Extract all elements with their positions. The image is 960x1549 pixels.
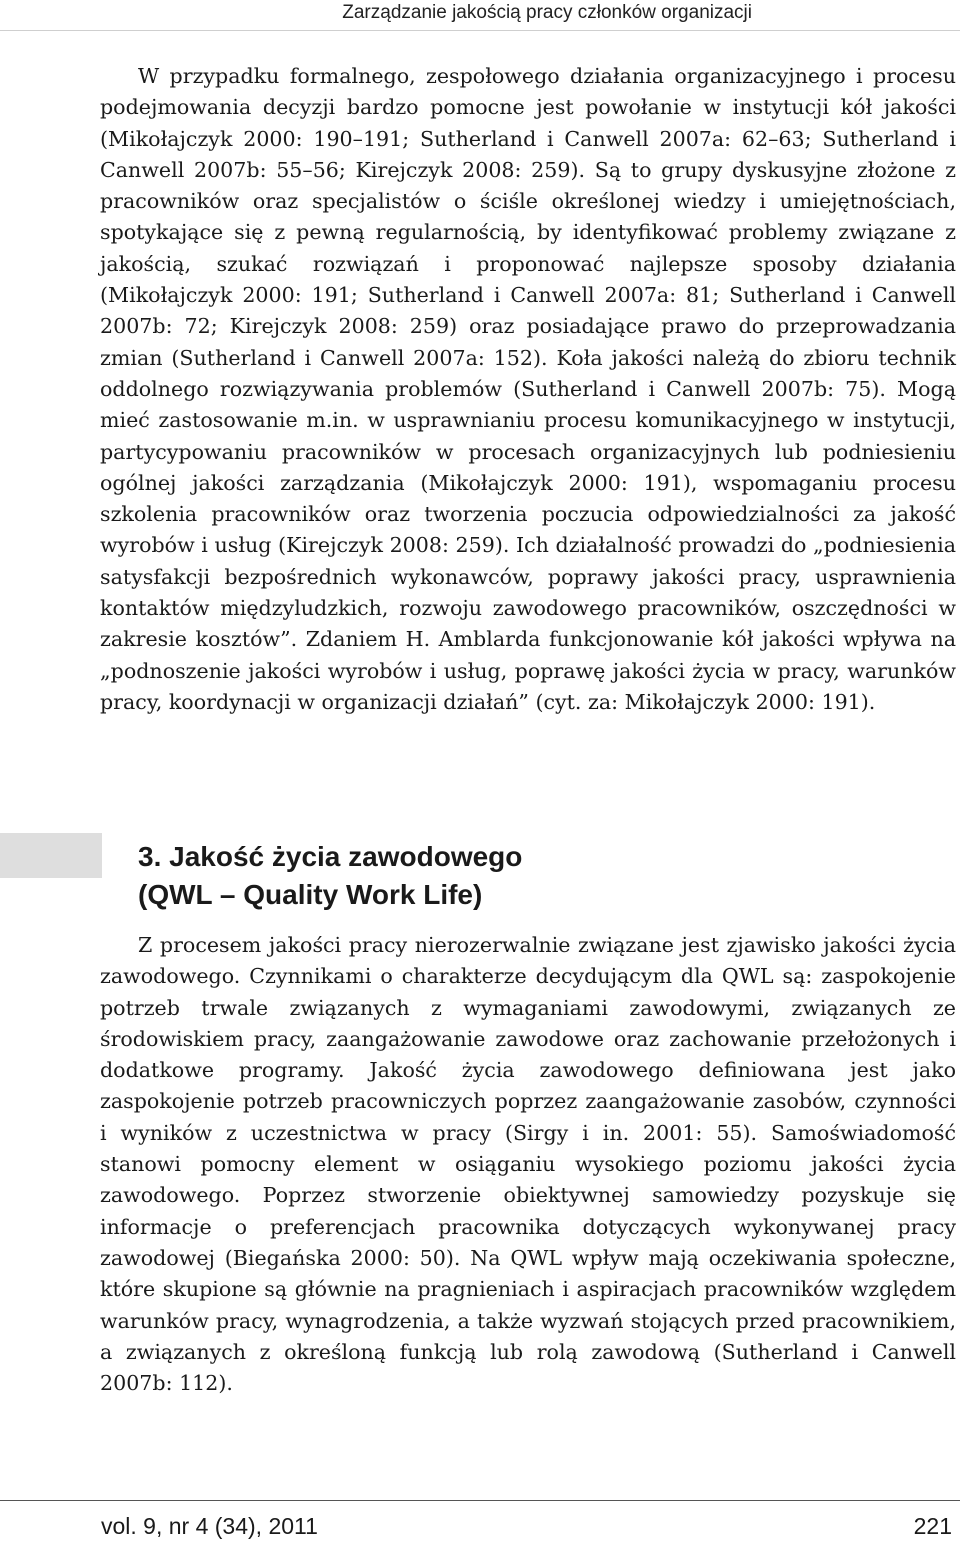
- section-heading-title: 3. Jakość życia zawodowego: [138, 841, 523, 872]
- running-header: [0, 0, 960, 31]
- running-header-title: Zarządzanie jakością pracy członków organizacji: [342, 2, 752, 23]
- page-number: 221: [913, 1513, 952, 1539]
- body-paragraph-1: W przypadku formalnego, zespołowego działania organizacyjnego i procesu podejmowania decyzji bardzo pomocne jest powołanie w instytucji kół jakości (Mikołajczyk 2000: 190–191; Sutherland i Canwell 2007a: 62–63; Sutherland i Canwell 2007b: 55–56; Kirejczyk 2008: 259). Są to grupy dyskusyjne złożone z pracowników oraz specjalistów o ściśle określonej wiedzy i umiejętnościach, spotykające się z pewną regularnością, by identyfikować problemy związane z jakością, szukać rozwiązań i proponować najlepsze sposoby działania (Mikołajczyk 2000: 191; Sutherland i Canwell 2007a: 81; Sutherland i Canwell 2007b: 72; Kirejczyk 2008: 259) oraz posiadające prawo do przeprowadzania zmian (Sutherland i Canwell 2007a: 152). Koła jakości należą do zbioru technik oddolnego rozwiązywania problemów (Sutherland i Canwell 2007b: 75). Mogą mieć zastosowanie m.in. w usprawnianiu procesu komunikacyjnego w instytucji, partycypowaniu pracowników w procesach organizacyjnych lub podniesieniu ogólnej jakości zarządzania (Mikołajczyk 2000: 191), wspomaganiu procesu szkolenia pracowników oraz tworzenia poczucia odpowiedzialności za jakość wyrobów i usług (Kirejczyk 2008: 259). Ich działalność prowadzi do „podniesienia satysfakcji bezpośrednich wykonawców, poprawy jakości pracy, usprawnienia kontaktów międzyludzkich, rozwoju zawodowego pracowników, oszczędności w zakresie kosztów”. Zdaniem H. Amblarda funkcjonowanie kół jakości wpływa na „podnoszenie jakości wyrobów i usług, poprawę jakości życia w pracy, warunków pracy, koordynacji w organizacji działań” (cyt. za: Mikołajczyk 2000: 191).: [100, 64, 956, 714]
- body-paragraph-2: Z procesem jakości pracy nierozerwalnie związane jest zjawisko jakości życia zawodowego. Czynnikami o charakterze decydującym dla QWL są: zaspokojenie potrzeb trwale związanych z wymaganiami zawodowymi, związanych ze środowiskiem pracy, zaangażowanie zawodowe oraz zachowanie przełożonych i dodatkowe programy. Jakość życia zawodowego definiowana jest jako zaspokojenie potrzeb pracowniczych poprzez zaangażowanie zasobów, czynności i wyników z uczestnictwa w pracy (Sirgy i in. 2001: 55). Samoświadomość stanowi pomocny element w osiąganiu wysokiego poziomu jakości życia zawodowego. Poprzez stworzenie obiektywnej samowiedzy pozyskuje się informacje o preferencjach pracownika dotyczących wykonywanej pracy zawodowej (Biegańska 2000: 50). Na QWL wpływ mają oczekiwania społeczne, które skupione są głównie na pragnieniach i aspiracjach pracowników względem warunków pracy, wynagrodzenia, a także wyzwań stojących przed pracownikiem, a związanych z określoną funkcją lub rolą zawodową (Sutherland i Canwell 2007b: 112).: [100, 933, 956, 1396]
- section-marker-bar: [0, 833, 102, 878]
- journal-issue: vol. 9, nr 4 (34), 2011: [101, 1513, 318, 1539]
- section-heading: [138, 838, 898, 914]
- section-heading-subtitle: (QWL – Quality Work Life): [138, 879, 483, 910]
- footer-divider: [0, 1500, 960, 1501]
